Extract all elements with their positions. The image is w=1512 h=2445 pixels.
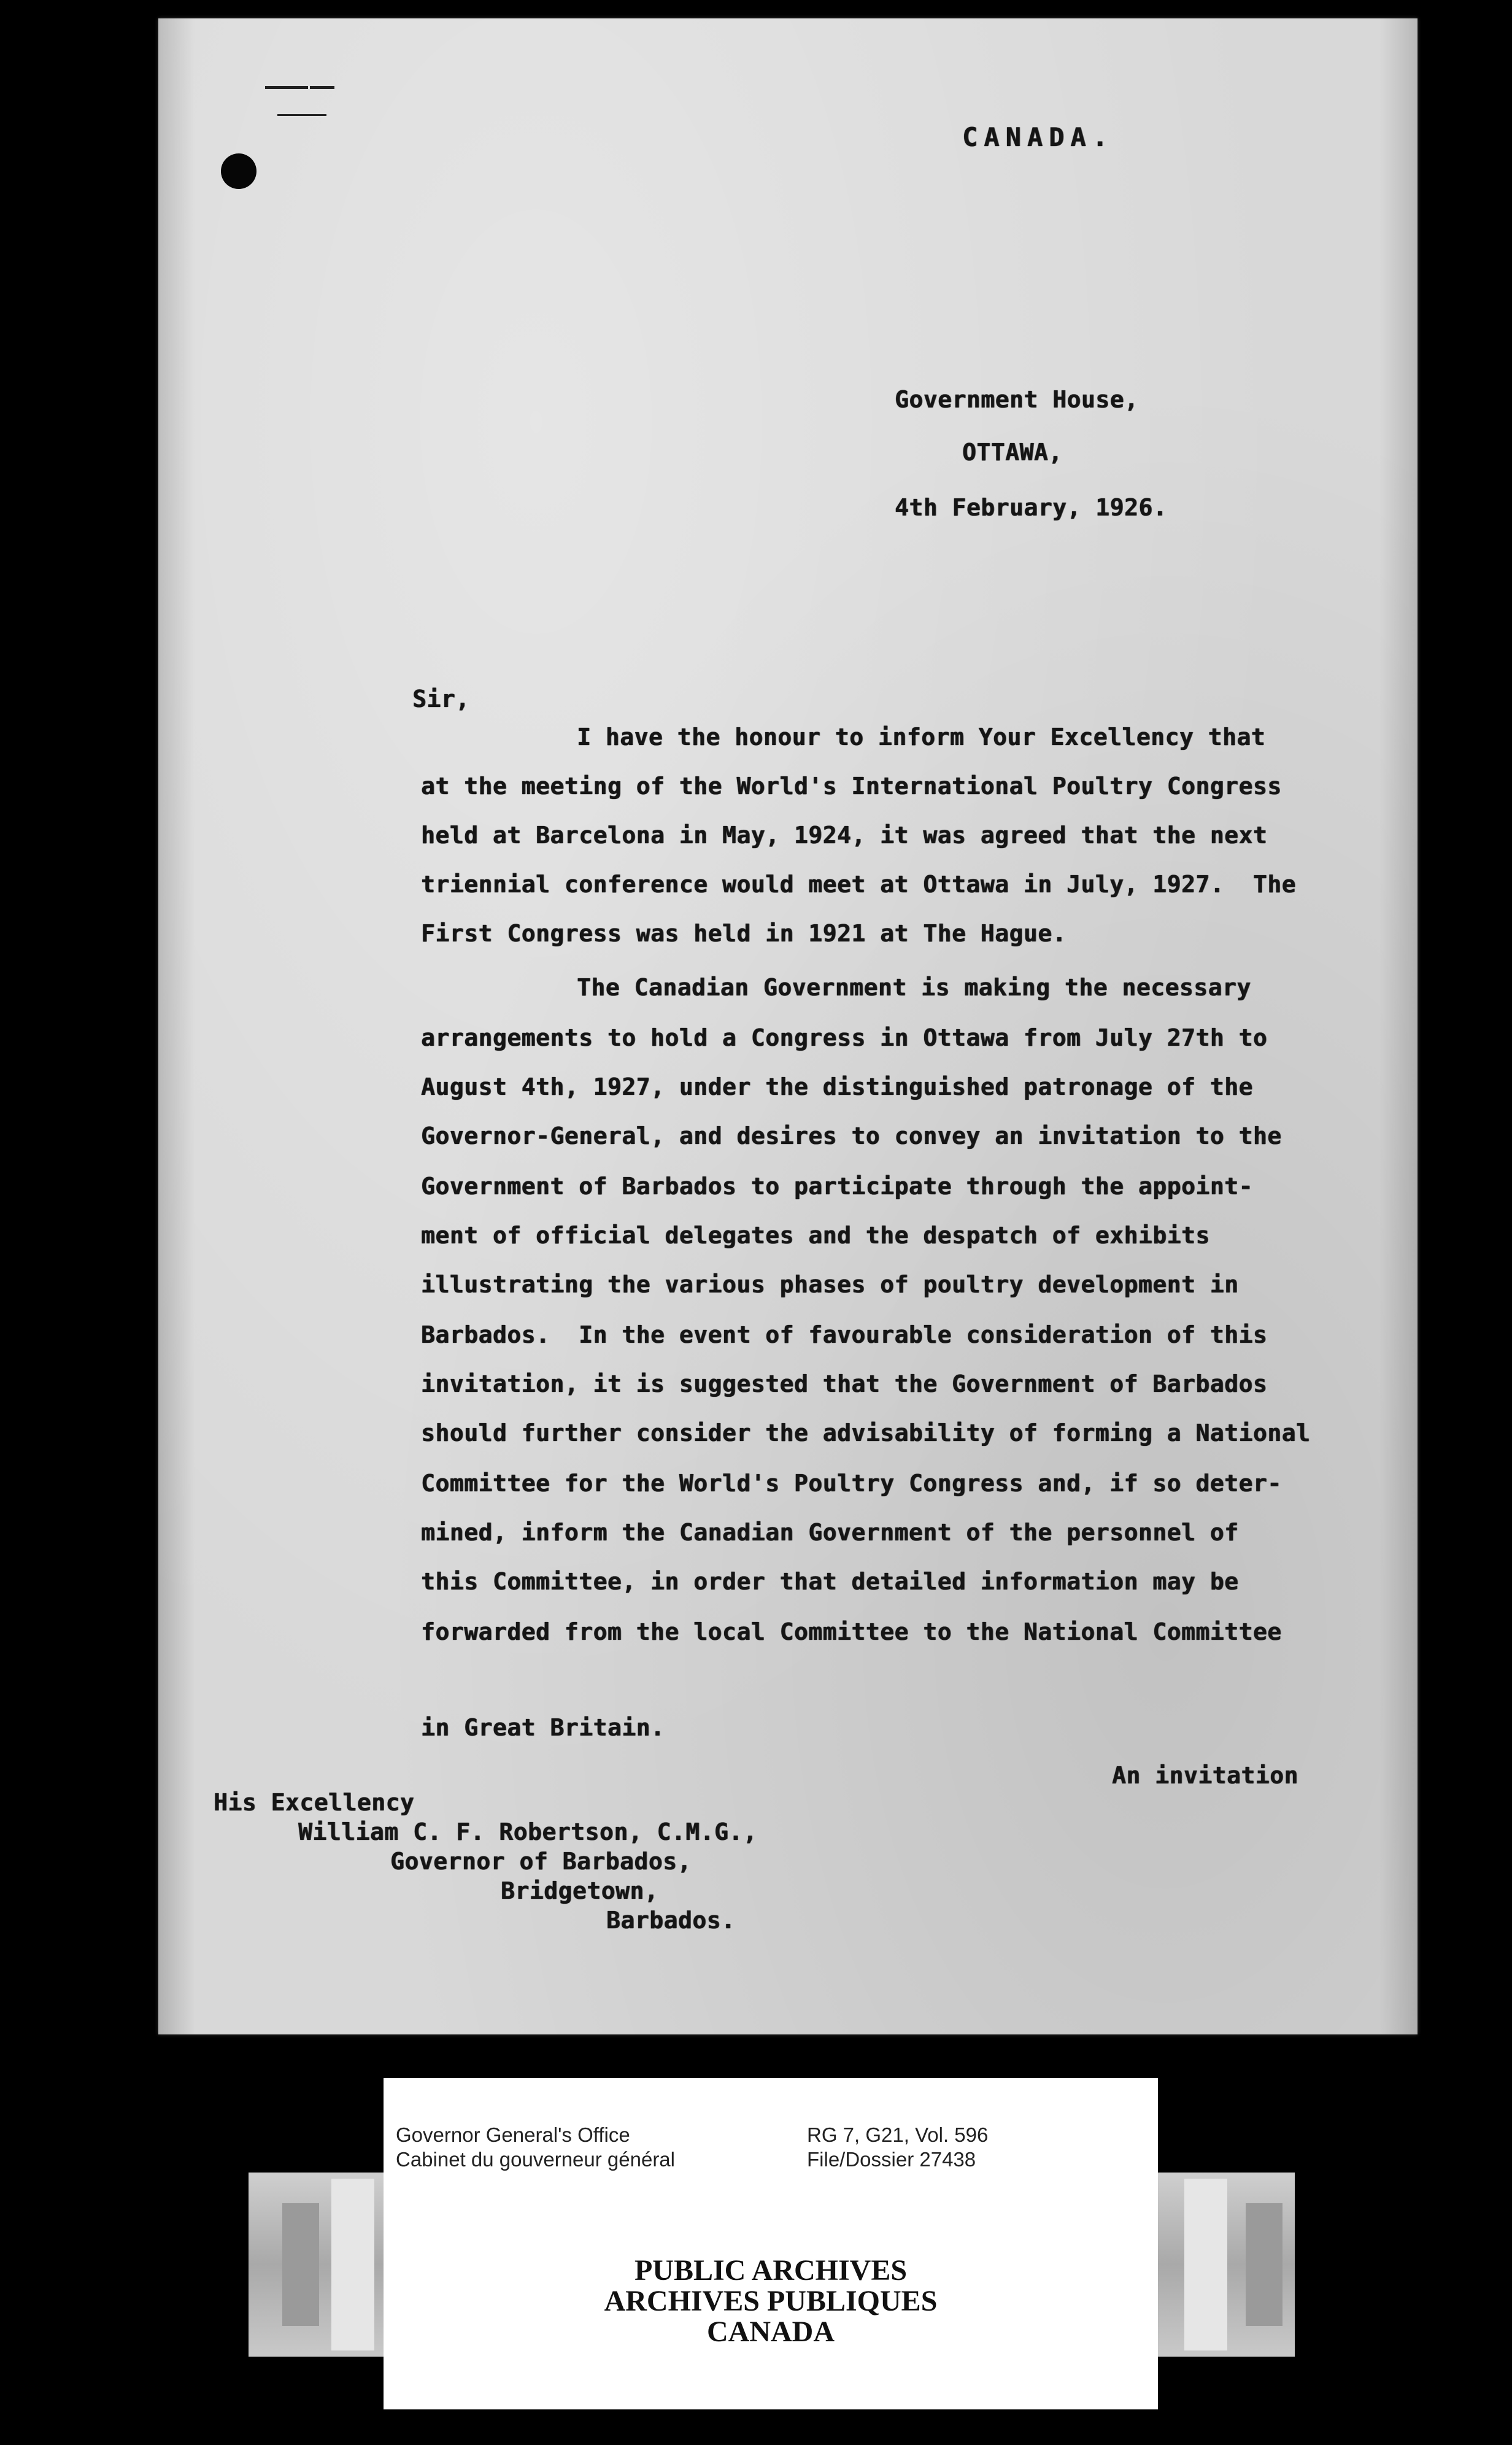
body-line: First Congress was held in 1921 at The Hague. [421, 920, 1067, 947]
punch-hole [221, 153, 256, 189]
recipient-line: Governor of Barbados, [390, 1848, 692, 1875]
office-name-en: Governor General's Office [396, 2123, 630, 2146]
body-line: triennial conference would meet at Ottawa in July, 1927. The [421, 871, 1297, 898]
body-line: at the meeting of the World's International Poultry Congress [421, 773, 1282, 800]
office-name-fr: Cabinet du gouverneur général [396, 2148, 675, 2171]
ink-mark [277, 114, 326, 116]
ink-mark [265, 86, 308, 89]
date-line: 4th February, 1926. [895, 494, 1168, 521]
body-line: invitation, it is suggested that the Government of Barbados [421, 1370, 1268, 1397]
body-line: mined, inform the Canadian Government of the personnel of [421, 1519, 1239, 1546]
archive-title-country: CANADA [707, 2316, 835, 2348]
film-clip-inner [1246, 2203, 1282, 2326]
body-line: arrangements to hold a Congress in Ottawa from July 27th to [421, 1024, 1268, 1051]
body-line: August 4th, 1927, under the distinguished patronage of the [421, 1073, 1253, 1100]
body-line: held at Barcelona in May, 1924, it was agreed that the next [421, 822, 1268, 849]
address-line: Government House, [895, 386, 1139, 413]
body-line: in Great Britain. [421, 1714, 665, 1741]
body-line: illustrating the various phases of poultry development in [421, 1271, 1239, 1298]
body-line: Barbados. In the event of favourable consideration of this [421, 1321, 1268, 1348]
recipient-line: His Excellency [214, 1789, 415, 1816]
catchword: An invitation [1112, 1762, 1298, 1789]
salutation: Sir, [412, 686, 470, 713]
film-clip-band [1184, 2179, 1227, 2350]
address-line: OTTAWA, [962, 439, 1063, 466]
body-line: this Committee, in order that detailed information may be [421, 1568, 1239, 1595]
archive-title-fr: ARCHIVES PUBLIQUES [604, 2285, 938, 2317]
body-line: Committee for the World's Poultry Congress and, if so deter- [421, 1470, 1282, 1497]
film-clip-band [331, 2179, 374, 2350]
recipient-line: William C. F. Robertson, C.M.G., [298, 1818, 758, 1845]
body-line: The Canadian Government is making the necessary [577, 974, 1251, 1001]
archive-title-en: PUBLIC ARCHIVES [634, 2254, 908, 2287]
body-line: ment of official delegates and the despatch of exhibits [421, 1222, 1210, 1249]
recipient-line: Bridgetown, [501, 1877, 659, 1904]
file-reference: File/Dossier 27438 [807, 2148, 976, 2171]
film-clip-inner [282, 2203, 319, 2326]
body-line: forwarded from the local Committee to the National Committee [421, 1618, 1282, 1645]
body-line: Governor-General, and desires to convey an invitation to the [421, 1122, 1282, 1149]
recipient-line: Barbados. [606, 1907, 736, 1934]
header-country: CANADA. [962, 122, 1114, 152]
ink-mark [310, 86, 334, 89]
body-line: Government of Barbados to participate through the appoint- [421, 1173, 1253, 1200]
record-group-reference: RG 7, G21, Vol. 596 [807, 2123, 989, 2146]
archive-label [384, 2078, 1158, 2409]
body-line: should further consider the advisability of forming a National [421, 1419, 1311, 1447]
body-line: I have the honour to inform Your Excellency that [577, 724, 1266, 751]
